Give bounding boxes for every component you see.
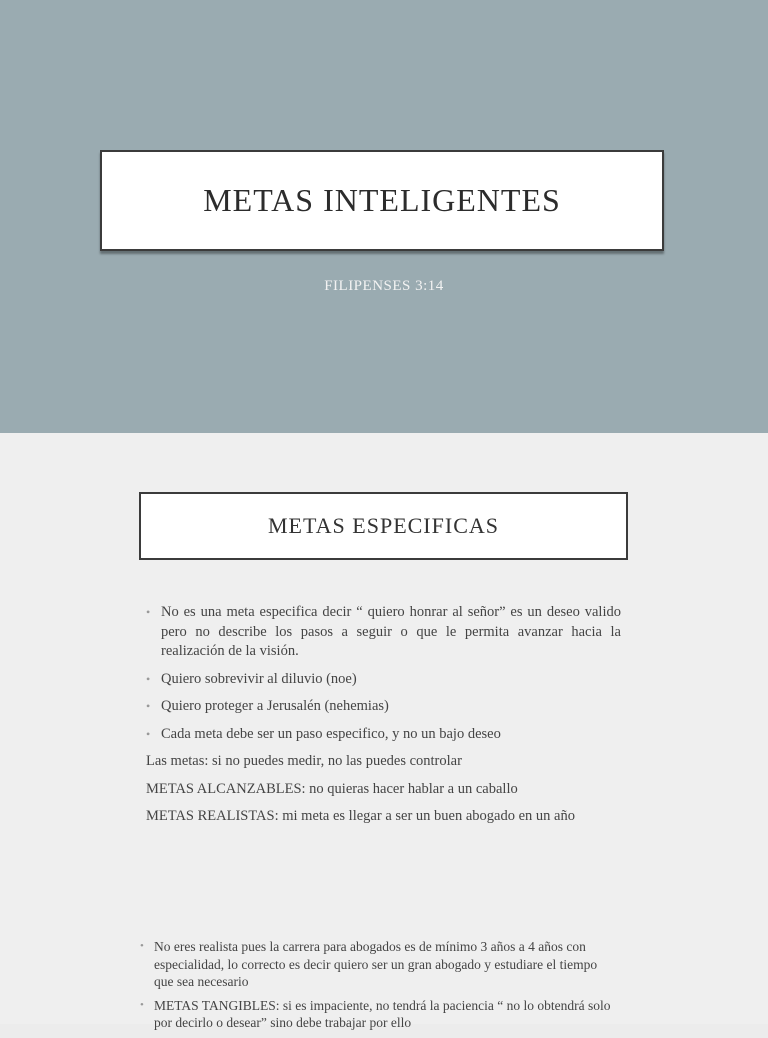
bullet-item: • No es una meta especifica decir “ quiero honrar al señor” es un deseo valido pero no describe los pasos a seguir o que le permita avanzar hacia la realización de la visión.	[146, 603, 621, 662]
bullet-item: • Quiero sobrevivir al diluvio (noe)	[146, 670, 621, 690]
content-slide	[0, 433, 768, 1030]
slide-subtitle: FILIPENSES 3:14	[324, 278, 444, 294]
bullet-item: • No eres realista pues la carrera para abogados es de mínimo 3 años a 4 años con especialidad, lo correcto es decir quiero ser un gran abogado y estudiare el tiempo que sea necesario	[140, 938, 618, 991]
content-line: METAS ALCANZABLES: no quieras hacer hablar a un caballo	[146, 780, 518, 797]
slide-content-lower	[140, 938, 618, 1038]
slide-content	[146, 603, 621, 835]
lower-bullet-list	[140, 938, 618, 1032]
heading-box	[139, 492, 628, 560]
title-slide	[0, 0, 768, 433]
content-line: Las metas: si no puedes medir, no las puedes controlar	[146, 753, 462, 769]
content-line: METAS REALISTAS: mi meta es llegar a ser un buen abogado en un año	[146, 808, 575, 824]
bullet-item: • METAS TANGIBLES: si es impaciente, no tendrá la paciencia “ no lo obtendrá solo por decirlo o desear” sino debe trabajar por ello	[140, 997, 618, 1032]
slide-heading: METAS ESPECIFICAS	[267, 513, 499, 538]
slide-title: METAS INTELIGENTES	[203, 182, 561, 218]
bullet-list	[146, 603, 621, 744]
bullet-item: • Cada meta debe ser un paso especifico, y no un bajo deseo	[146, 725, 621, 745]
title-box	[100, 150, 664, 251]
bullet-item: • Quiero proteger a Jerusalén (nehemias)	[146, 697, 621, 717]
